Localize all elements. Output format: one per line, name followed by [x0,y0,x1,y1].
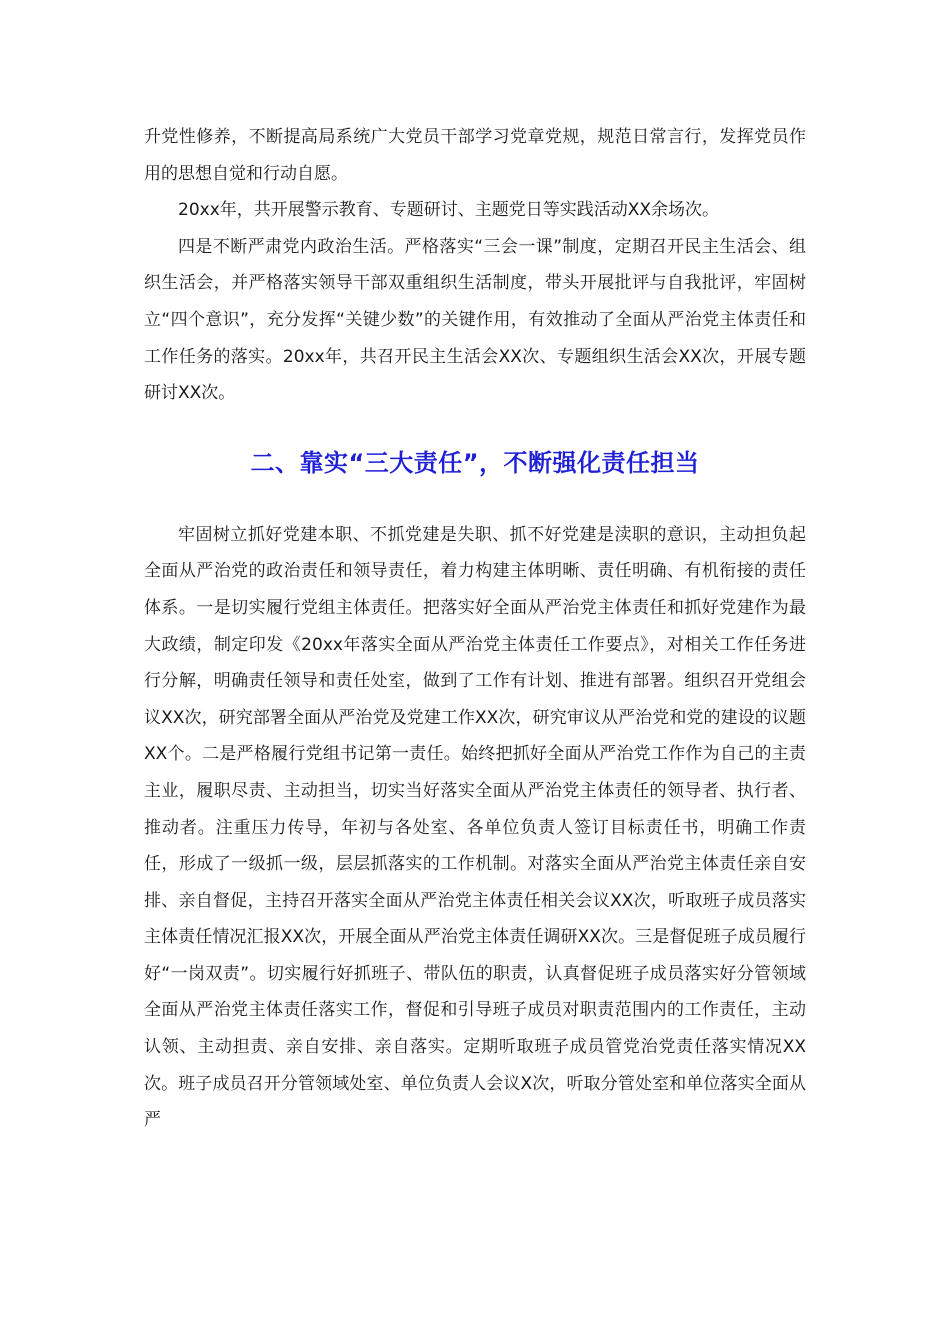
paragraph-responsibility: 牢固树立抓好党建本职、不抓党建是失职、抓不好党建是渎职的意识，主动担负起全面从严治党的政治责任和领导责任，着力构建主体明晰、责任明确、有机衔接的责任体系。一是切实履行党组主体责任。把落实好全面从严治党主体责任和抓好党建作为最大政绩，制定印发《20xx年落实全面从严治党主体责任工作要点》，对相关工作任务进行分解，明确责任领导和责任处室，做到了工作有计划、推进有部署。组织召开党组会议XX次，研究部署全面从严治党及党建工作XX次，研究审议从严治党和党的建设的议题XX个。二是严格履行党组书记第一责任。始终把抓好全面从严治党工作作为自己的主责主业，履职尽责、主动担当，切实当好落实全面从严治党主体责任的领导者、执行者、推动者。注重压力传导，年初与各处室、各单位负责人签订目标责任书，明确工作责任，形成了一级抓一级，层层抓落实的工作机制。对落实全面从严治党主体责任亲自安排、亲自督促，主持召开落实全面从严治党主体责任相关会议XX次，听取班子成员落实主体责任情况汇报XX次，开展全面从严治党主体责任调研XX次。三是督促班子成员履行好“一岗双责”。切实履行好抓班子、带队伍的职责，认真督促班子成员落实好分管领域全面从严治党主体责任落实工作，督促和引导班子成员对职责范围内的工作责任，主动认领、主动担责、亲自安排、亲自落实。定期听取班子成员管党治党责任落实情况XX次。班子成员召开分管领域处室、单位负责人会议X次，听取分管处室和单位落实全面从严 [144,524,806,1131]
paragraph-continuation: 升党性修养，不断提高局系统广大党员干部学习党章党规，规范日常言行，发挥党员作用的思想自觉和行动自愿。 [144,127,806,184]
section-heading: 二、靠实“三大责任”，不断强化责任担当 [250,448,700,477]
paragraph-activities-summary: 20xx年，共开展警示教育、专题研讨、主题党日等实践活动XX余场次。 [178,200,720,221]
paragraph-party-life: 四是不断严肃党内政治生活。严格落实“三会一课”制度，定期召开民主生活会、组织生活会，并严格落实领导干部双重组织生活制度，带头开展批评与自我批评，牢固树立“四个意识”，充分发挥“关键少数”的关键作用，有效推动了全面从严治党主体责任和工作任务的落实。20xx年，共召开民主生活会XX次、专题组织生活会XX次，开展专题研讨XX次。 [144,236,806,404]
document-body [144,119,806,1139]
